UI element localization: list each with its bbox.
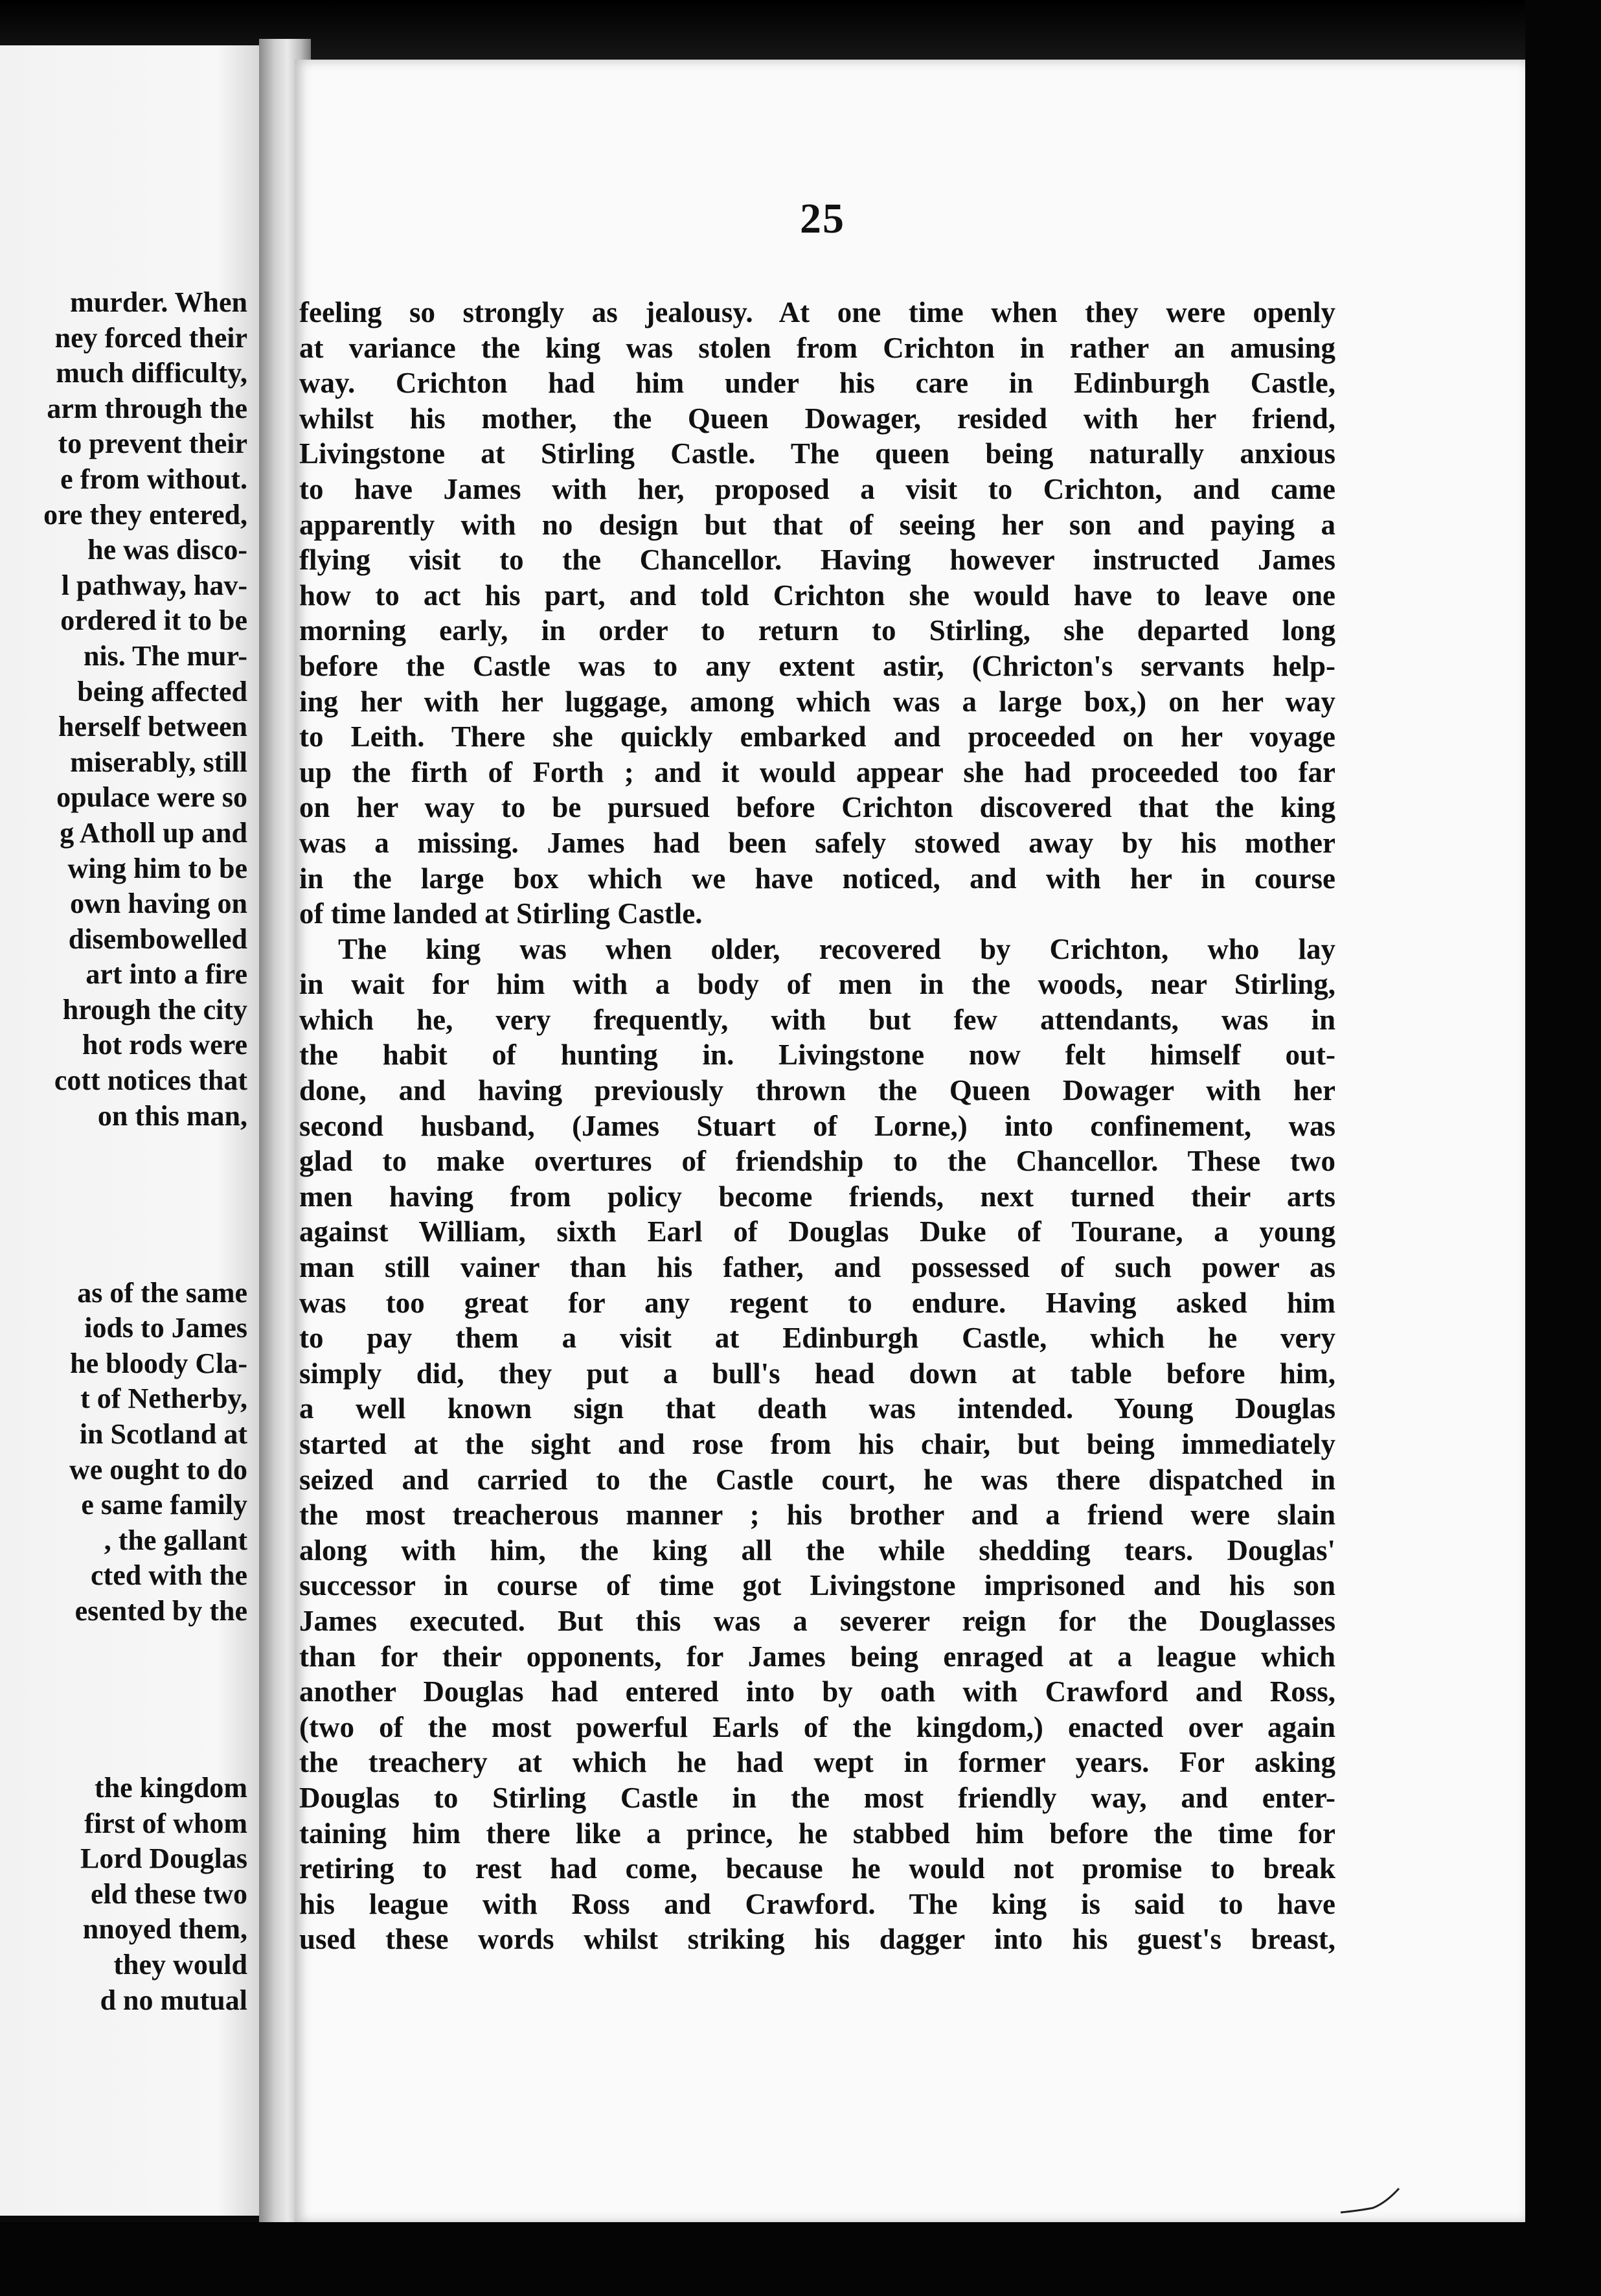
facing-page-line: t of Netherby, bbox=[80, 1383, 247, 1415]
text-line: on her way to be pursued before Crichton discovered that the king bbox=[299, 791, 1335, 824]
text-line: retiring to rest had come, because he would not promise to break bbox=[299, 1852, 1335, 1885]
text-line: against William, sixth Earl of Douglas Duke of Tourane, a young bbox=[299, 1215, 1335, 1248]
facing-page-line bbox=[0, 1240, 247, 1276]
text-line: flying visit to the Chancellor. Having however instructed James bbox=[299, 544, 1335, 577]
facing-page-line: g Atholl up and bbox=[60, 816, 247, 849]
facing-page-line: miserably, still bbox=[70, 746, 247, 778]
facing-page-line: e same family bbox=[81, 1489, 247, 1521]
text-line: to Leith. There she quickly embarked and proceeded on her voyage bbox=[299, 720, 1335, 753]
text-line: done, and having previously thrown the Queen Dowager with her bbox=[299, 1074, 1335, 1107]
text-line: apparently with no design but that of seeing her son and paying a bbox=[299, 508, 1335, 541]
text-line: up the firth of Forth ; and it would appear she had proceeded too far bbox=[299, 755, 1335, 788]
facing-page-line bbox=[0, 1629, 247, 1665]
scanner-border-right bbox=[1525, 0, 1601, 2296]
text-line: (two of the most powerful Earls of the kingdom,) enacted over again bbox=[299, 1710, 1335, 1743]
text-line: second husband, (James Stuart of Lorne,) into confinement, was bbox=[299, 1109, 1335, 1142]
text-line: taining him there like a prince, he stabbed him before the time for bbox=[299, 1817, 1335, 1850]
text-line: whilst his mother, the Queen Dowager, resided with her friend, bbox=[299, 402, 1335, 435]
text-line: The king was when older, recovered by Crichton, who lay bbox=[338, 932, 1335, 965]
text-line: feeling so strongly as jealousy. At one time when they were openly bbox=[299, 296, 1335, 328]
text-line: in the large box which we have noticed, and with her in course bbox=[299, 862, 1335, 895]
facing-page-line bbox=[0, 1700, 247, 1736]
facing-page-line: art into a fire bbox=[85, 958, 247, 991]
facing-page-line bbox=[0, 1664, 247, 1700]
facing-page-line: much difficulty, bbox=[56, 357, 247, 389]
facing-page-line: arm through the bbox=[47, 392, 247, 424]
scanner-border-bottom bbox=[0, 2222, 1601, 2296]
facing-page-left bbox=[0, 45, 272, 2216]
facing-page-line: nnoyed them, bbox=[82, 1913, 247, 1946]
facing-page-line: the kingdom bbox=[95, 1771, 247, 1804]
facing-page-line: nis. The mur- bbox=[83, 639, 247, 672]
facing-page-text bbox=[0, 285, 247, 2018]
facing-page-line: they would bbox=[113, 1948, 247, 1980]
facing-page-line: ore they entered, bbox=[43, 498, 247, 531]
text-line: was too great for any regent to endure. Having asked him bbox=[299, 1286, 1335, 1319]
facing-page-line: ordered it to be bbox=[60, 604, 247, 637]
text-line: was a missing. James had been safely stowed away by his mother bbox=[299, 826, 1335, 859]
text-line: which he, very frequently, with but few attendants, was in bbox=[299, 1003, 1335, 1036]
pen-mark-icon bbox=[1334, 2183, 1412, 2222]
facing-page-line: e from without. bbox=[60, 463, 247, 495]
text-line: the habit of hunting in. Livingstone now felt himself out- bbox=[299, 1039, 1335, 1072]
facing-page-line: murder. When bbox=[70, 286, 247, 318]
text-line: at variance the king was stolen from Crichton in rather an amusing bbox=[299, 331, 1335, 364]
text-line: seized and carried to the Castle court, he was there dispatched in bbox=[299, 1463, 1335, 1496]
text-line: the most treacherous manner ; his brother and a friend were slain bbox=[299, 1498, 1335, 1532]
text-line: in wait for him with a body of men in the woods, near Stirling, bbox=[299, 968, 1335, 1001]
text-line: the treachery at which he had wept in former years. For asking bbox=[299, 1746, 1335, 1779]
facing-page-line: first of whom bbox=[84, 1807, 247, 1839]
text-line: glad to make overtures of friendship to the Chancellor. These two bbox=[299, 1145, 1335, 1178]
facing-page-line bbox=[0, 1204, 247, 1240]
facing-page-line: hot rods were bbox=[82, 1029, 247, 1061]
text-line: Douglas to Stirling Castle in the most friendly way, and enter- bbox=[299, 1781, 1335, 1814]
text-line: simply did, they put a bull's head down at table before him, bbox=[299, 1357, 1335, 1390]
facing-page-line: eld these two bbox=[91, 1877, 247, 1910]
facing-page-line: as of the same bbox=[77, 1276, 247, 1309]
facing-page-line: d no mutual bbox=[100, 1984, 247, 2016]
facing-page-line: iods to James bbox=[84, 1312, 247, 1344]
text-line: ing her with her luggage, among which was a large box,) on her way bbox=[299, 685, 1335, 718]
text-line: way. Crichton had him under his care in Edinburgh Castle, bbox=[299, 367, 1335, 400]
facing-page-line: he bloody Cla- bbox=[70, 1347, 247, 1379]
text-line: of time landed at Stirling Castle. bbox=[299, 897, 703, 930]
text-line: another Douglas had entered into by oath with Crawford and Ross, bbox=[299, 1675, 1335, 1708]
facing-page-line: ney forced their bbox=[54, 321, 247, 354]
page-body-text bbox=[299, 295, 1335, 1957]
text-line: successor in course of time got Livingstone imprisoned and his son bbox=[299, 1569, 1335, 1602]
facing-page-line: l pathway, hav- bbox=[61, 569, 247, 601]
facing-page-line: hrough the city bbox=[62, 993, 247, 1026]
facing-page-line: to prevent their bbox=[58, 428, 247, 460]
text-line: a well known sign that death was intended. Young Douglas bbox=[299, 1392, 1335, 1425]
facing-page-line: Lord Douglas bbox=[80, 1843, 247, 1875]
text-line: man still vainer than his father, and possessed of such power as bbox=[299, 1251, 1335, 1284]
facing-page-line: herself between bbox=[58, 711, 247, 743]
facing-page-line: esented by the bbox=[74, 1594, 247, 1627]
facing-page-line bbox=[0, 1735, 247, 1771]
text-line: before the Castle was to any extent astir, (Chricton's servants help- bbox=[299, 649, 1335, 682]
facing-page-line: we ought to do bbox=[69, 1453, 247, 1486]
facing-page-line: disembowelled bbox=[68, 923, 247, 955]
text-line: used these words whilst striking his dagger into his guest's breast, bbox=[299, 1923, 1335, 1956]
page-number: 25 bbox=[800, 195, 845, 242]
facing-page-line: cott notices that bbox=[54, 1064, 247, 1097]
facing-page-line: he was disco- bbox=[87, 534, 247, 566]
text-line: Livingstone at Stirling Castle. The queen being naturally anxious bbox=[299, 437, 1335, 470]
text-line: than for their opponents, for James being enraged at a league which bbox=[299, 1640, 1335, 1673]
facing-page-line: wing him to be bbox=[67, 852, 247, 884]
text-line: started at the sight and rose from his chair, but being immediately bbox=[299, 1428, 1335, 1460]
facing-page-line: opulace were so bbox=[56, 781, 247, 814]
text-line: to pay them a visit at Edinburgh Castle, which he very bbox=[299, 1322, 1335, 1355]
text-line: his league with Ross and Crawford. The king is said to have bbox=[299, 1887, 1335, 1920]
text-line: morning early, in order to return to Stirling, she departed long bbox=[299, 614, 1335, 647]
facing-page-line: on this man, bbox=[97, 1099, 247, 1132]
facing-page-line: own having on bbox=[70, 888, 247, 920]
text-line: how to act his part, and told Crichton she would have to leave one bbox=[299, 579, 1335, 612]
facing-page-line: cted with the bbox=[91, 1559, 247, 1592]
facing-page-line bbox=[0, 1134, 247, 1169]
text-line: to have James with her, proposed a visit to Crichton, and came bbox=[299, 472, 1335, 505]
text-line: James executed. But this was a severer reign for the Douglasses bbox=[299, 1604, 1335, 1637]
facing-page-line bbox=[0, 1169, 247, 1205]
text-line: along with him, the king all the while shedding tears. Douglas' bbox=[299, 1533, 1335, 1567]
facing-page-line: in Scotland at bbox=[79, 1418, 247, 1450]
text-line: men having from policy become friends, next turned their arts bbox=[299, 1180, 1335, 1213]
facing-page-line: being affected bbox=[77, 675, 247, 707]
facing-page-line: , the gallant bbox=[104, 1524, 247, 1556]
